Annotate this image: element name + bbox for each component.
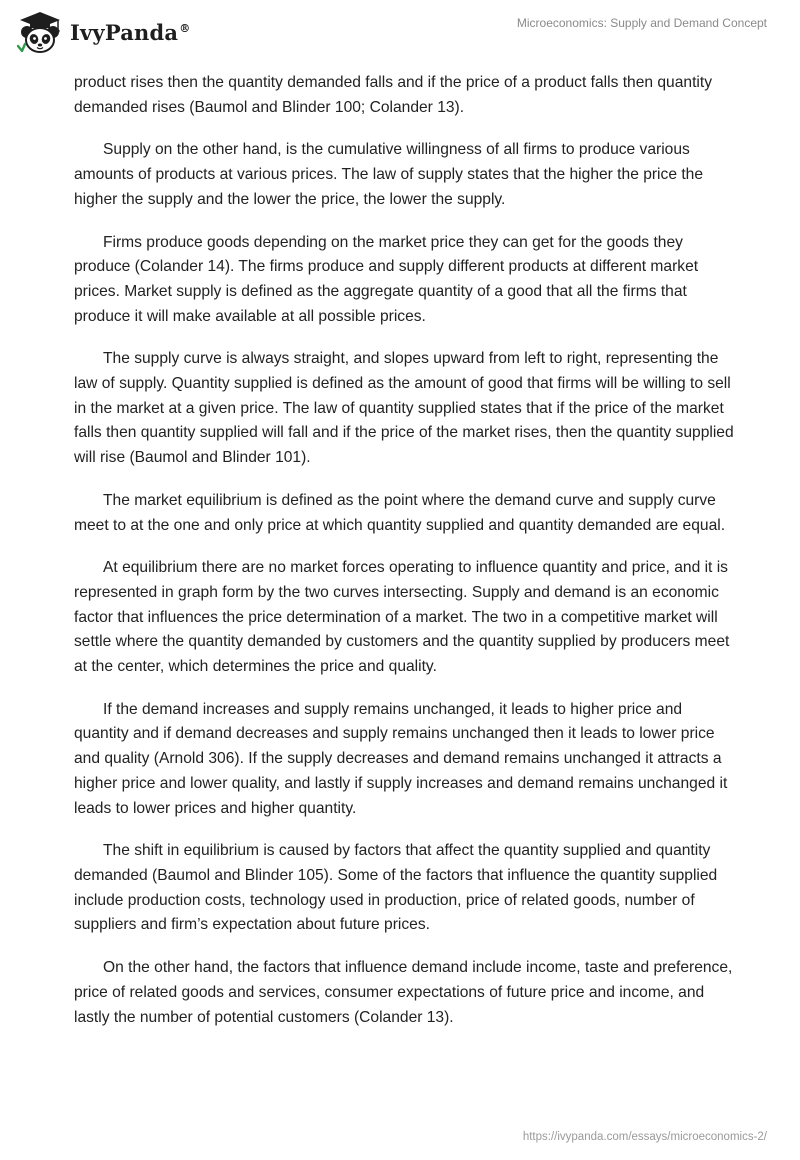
panda-graduation-cap-icon bbox=[16, 10, 64, 54]
registered-mark: ® bbox=[179, 21, 191, 35]
paragraph: On the other hand, the factors that influence demand include income, taste and preference, price of related goods and services, consumer expectations of future price and income, and lastly the number of potential customers (Colander 13). bbox=[74, 959, 733, 1026]
ivypanda-logo[interactable] bbox=[16, 10, 190, 54]
paragraph: product rises then the quantity demanded falls and if the price of a product falls then quantity demanded rises (Baumol and Blinder 100; Colander 13). bbox=[74, 74, 713, 116]
paragraph: The shift in equilibrium is caused by factors that affect the quantity supplied and quantity demanded (Baumol and Blinder 105). Some of the factors that influence the quantity supplied include production costs, technology used in production, price of related goods, number of suppliers and firm’s expectation about future prices. bbox=[74, 842, 718, 934]
paragraph: At equilibrium there are no market forces operating to influence quantity and price, and it is represented in graph form by the two curves intersecting. Supply and demand is an economic factor that influences the price determination of a market. The two in a competitive market will settle where the quantity demanded by customers and the quantity supplied by producers meet at the center, which determines the price and quality. bbox=[74, 559, 730, 676]
page-header bbox=[0, 0, 800, 64]
paragraph: Supply on the other hand, is the cumulative willingness of all firms to produce various amounts of products at various prices. The law of supply states that the higher the price the higher the supply and the lower the price, the lower the supply. bbox=[74, 141, 704, 208]
paragraph: The market equilibrium is defined as the point where the demand curve and supply curve meet to at the one and only price at which quantity supplied and quantity demanded are equal. bbox=[74, 491, 726, 534]
paragraph: If the demand increases and supply remains unchanged, it leads to higher price and quantity and if demand decreases and supply remains unchanged then it leads to lower price and quality (Arnold 306). If the supply decreases and demand remains unchanged it attracts a higher price and lower quality, and lastly if supply increases and demand remains unchanged it leads to lower prices and higher quantity. bbox=[74, 700, 728, 817]
source-url-link[interactable]: https://ivypanda.com/essays/microeconomics-2/ bbox=[522, 1131, 767, 1143]
paragraph: Firms produce goods depending on the market price they can get for the goods they produce (Colander 14). The firms produce and supply different products at different market prices. Market supply is defined as the aggregate quantity of a good that all the firms that produce it will make available at all possible prices. bbox=[74, 233, 699, 325]
document-title: Microeconomics: Supply and Demand Concept bbox=[516, 16, 767, 30]
essay-body bbox=[74, 71, 734, 1048]
logo-wordmark: IvyPanda® bbox=[70, 19, 191, 45]
paragraph: The supply curve is always straight, and slopes upward from left to right, representing the law of supply. Quantity supplied is defined as the amount of good that firms will be willing to sell in the market at a given price. The law of quantity supplied states that if the price of the market falls then quantity supplied will fall and if the price of the market rises, then the quantity supplied will rise (Baumol and Blinder 101). bbox=[74, 350, 734, 467]
